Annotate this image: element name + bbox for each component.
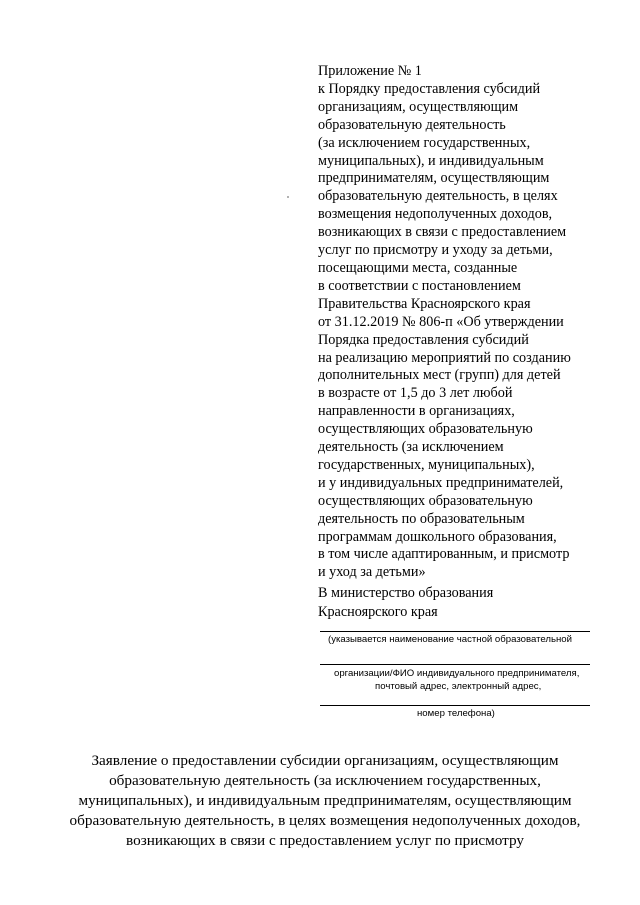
appendix-line: образовательную деятельность (318, 116, 506, 133)
addressee-line-1: В министерство образования (318, 585, 494, 601)
addressee-block (318, 584, 493, 621)
appendix-line: посещающими места, созданные (318, 259, 518, 276)
appendix-line: предпринимателям, осуществляющим (318, 170, 550, 187)
appendix-line: (за исключением государственных, (318, 134, 531, 151)
appendix-line: на реализацию мероприятий по созданию (318, 349, 571, 366)
scan-speck (287, 196, 289, 198)
appendix-line: в том числе адаптированным, и присмотр (318, 546, 570, 563)
appendix-line: осуществляющих образовательную (318, 492, 533, 509)
fill-line-2 (320, 664, 590, 665)
appendix-line: осуществляющих образовательную (318, 421, 533, 438)
fill-line-1 (320, 631, 590, 632)
appendix-line: в соответствии с постановлением (318, 277, 521, 294)
appendix-line: услуг по присмотру и уходу за детьми, (318, 242, 553, 259)
appendix-title: Приложение № 1 (318, 63, 422, 79)
appendix-line: в возрасте от 1,5 до 3 лет любой (318, 385, 513, 402)
appendix-line: к Порядку предоставления субсидий (318, 80, 541, 97)
appendix-line: Порядка предоставления субсидий (318, 331, 529, 348)
appendix-line: государственных, муниципальных), (318, 456, 535, 473)
appendix-line: и уход за детьми» (318, 564, 426, 581)
appendix-line: образовательную деятельность, в целях (318, 188, 558, 205)
appendix-line: деятельность по образовательным (318, 510, 525, 527)
fill-caption-3: почтовый адрес, электронный адрес, (375, 681, 542, 692)
appendix-line: деятельность (за исключением (318, 439, 504, 456)
statement-line: возникающих в связи с предоставлением услуг по присмотру (126, 831, 524, 849)
fill-caption-2: организации/ФИО индивидуального предпринимателя, (334, 668, 580, 679)
appendix-line: и у индивидуальных предпринимателей, (318, 474, 564, 491)
appendix-line: дополнительных мест (групп) для детей (318, 367, 561, 384)
appendix-line: Правительства Красноярского края (318, 295, 531, 312)
appendix-line: программам дошкольного образования, (318, 528, 557, 545)
appendix-line: организациям, осуществляющим (318, 98, 519, 115)
appendix-header (318, 63, 618, 582)
statement-line: образовательную деятельность, в целях возмещения недополученных доходов, (69, 811, 581, 829)
addressee-line-2: Красноярского края (318, 603, 438, 620)
appendix-line: от 31.12.2019 № 806-п «Об утверждении (318, 313, 564, 330)
appendix-line: муниципальных), и индивидуальным (318, 152, 544, 169)
statement-line: образовательную деятельность (за исключением государственных, (109, 771, 541, 789)
appendix-line: возмещения недополученных доходов, (318, 206, 553, 223)
fill-line-3 (320, 705, 590, 706)
appendix-line: направленности в организациях, (318, 403, 515, 420)
appendix-line: возникающих в связи с предоставлением (318, 224, 567, 241)
statement-title (40, 751, 610, 851)
statement-line: муниципальных), и индивидуальным предпринимателям, осуществляющим (78, 791, 572, 809)
statement-line: Заявление о предоставлении субсидии организациям, осуществляющим (91, 752, 559, 769)
fill-caption-1: (указывается наименование частной образовательной (328, 634, 572, 645)
fill-caption-4: номер телефона) (417, 708, 495, 719)
